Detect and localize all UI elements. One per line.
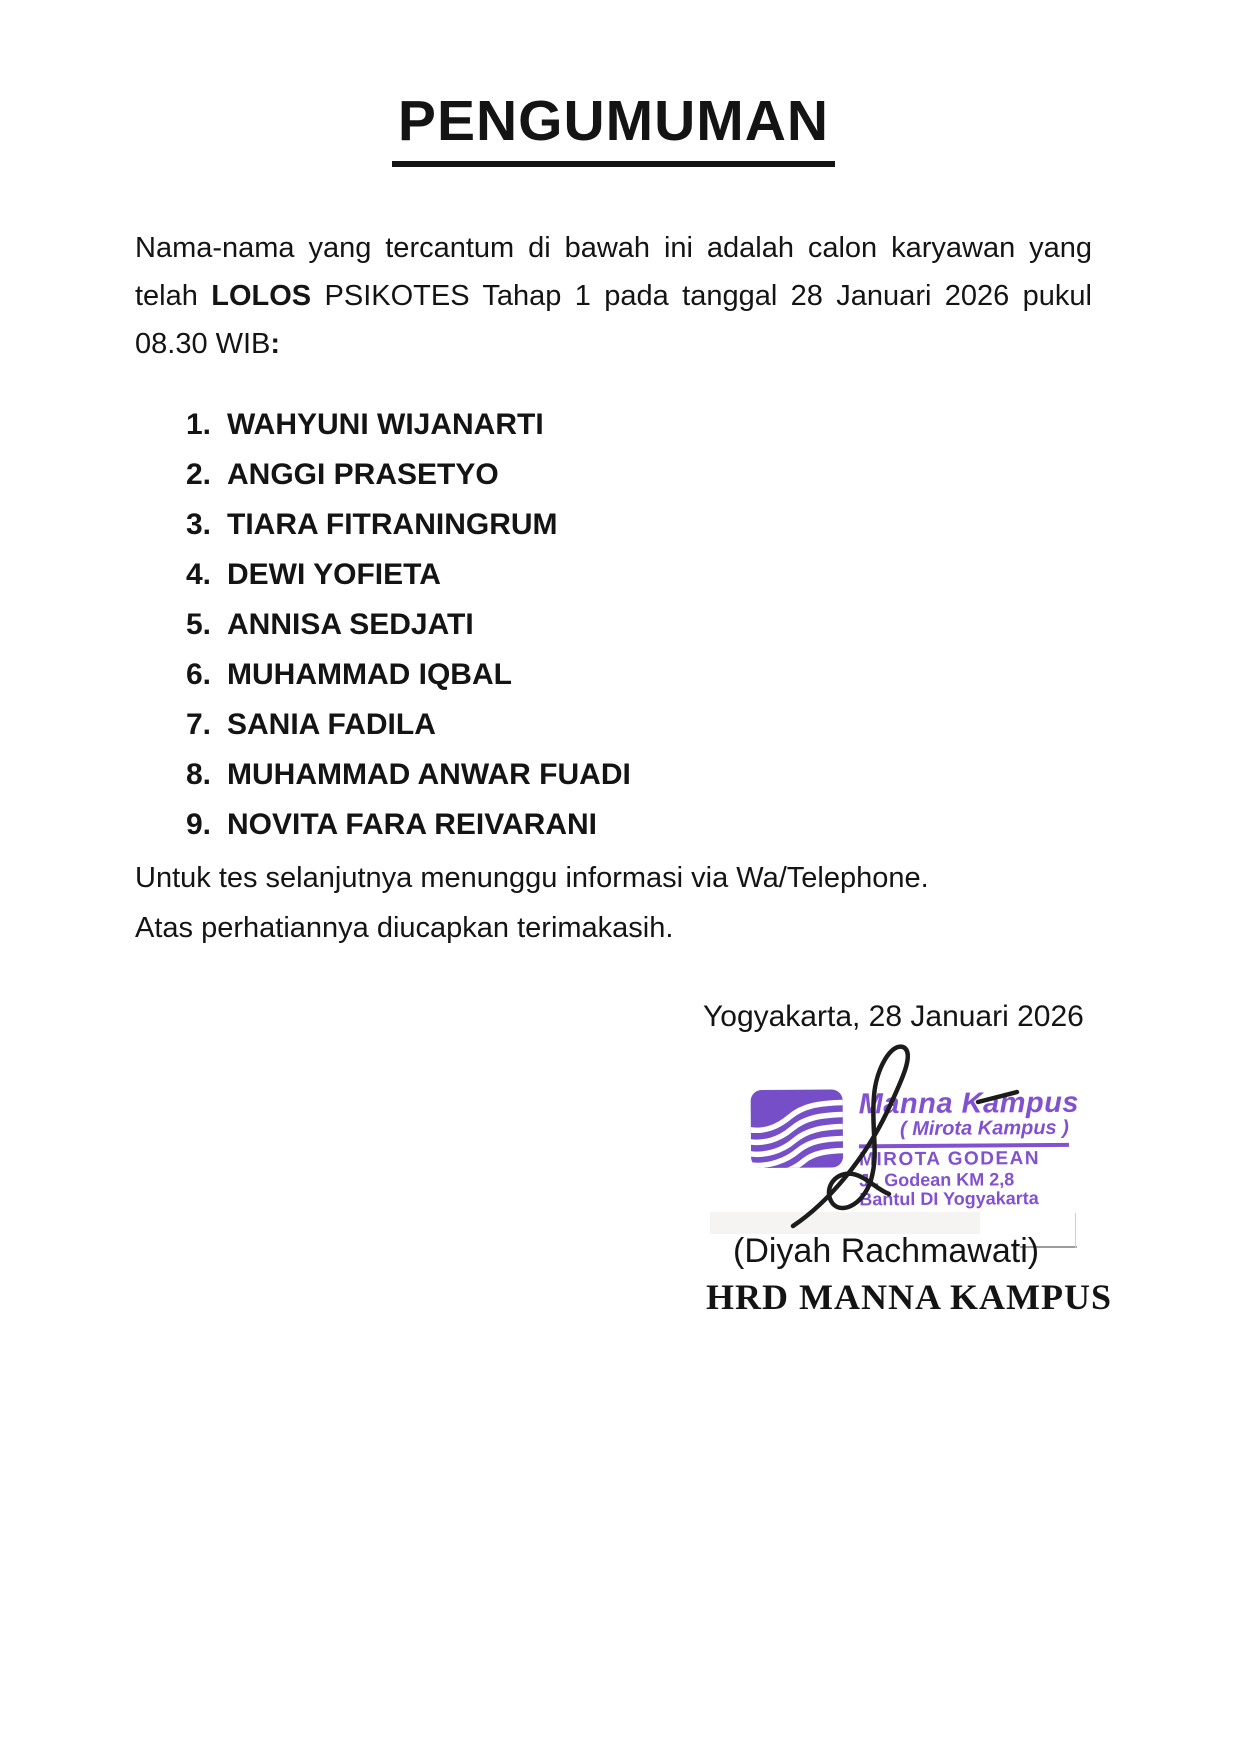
stamp-address-2: Bantul DI Yogyakarta [859,1188,1039,1210]
list-item-number: 2. [186,458,212,491]
intro-line2-post: PSIKOTES Tahap 1 pada tanggal 28 Januari 2026 pukul [324,280,1092,312]
list-item [186,550,631,600]
list-item-name: ANNISA SEDJATI [227,608,474,641]
list-item-name: WAHYUNI WIJANARTI [227,408,544,441]
list-item [186,750,631,800]
list-item-number: 6. [186,658,212,691]
list-item-name: SANIA FADILA [227,708,436,741]
intro-line2-bold: LOLOS [211,280,312,312]
list-item-name: TIARA FITRANINGRUM [227,508,558,541]
intro-line3-text: 08.30 WIB [135,328,271,360]
intro-paragraph [135,224,1092,368]
title-row [135,88,1092,167]
stamp-address-1: Jl. Godean KM 2,8 [859,1169,1015,1191]
stamp-branch: MIROTA GODEAN [859,1148,1041,1171]
list-item [186,600,631,650]
page-title: PENGUMUMAN [392,88,835,167]
closing-line-1: Untuk tes selanjutnya menunggu informasi via Wa/Telephone. [135,862,929,894]
list-item-number: 7. [186,708,212,741]
list-item [186,650,631,700]
stamp-brand-sub: ( Mirota Kampus ) [899,1116,1069,1141]
dateline: Yogyakarta, 28 Januari 2026 [703,1000,1084,1033]
list-item-name: MUHAMMAD IQBAL [227,658,512,691]
intro-line-2 [135,272,1092,320]
intro-line2-pre: telah [135,280,198,312]
intro-line3-colon: : [270,328,281,360]
handwritten-signature [773,1040,1043,1238]
list-item [186,400,631,450]
stamp-brand: Manna Kampus [858,1086,1080,1121]
list-item-number: 4. [186,558,212,591]
list-item [186,500,631,550]
list-item-number: 9. [186,808,212,841]
list-item-name: NOVITA FARA REIVARANI [227,808,598,841]
list-item [186,800,631,850]
list-item [186,450,631,500]
closing-paragraph [135,853,929,953]
list-item-name: MUHAMMAD ANWAR FUADI [227,758,631,791]
list-item-number: 5. [186,608,212,641]
intro-line-3 [135,320,1092,368]
list-item-name: ANGGI PRASETYO [227,458,499,491]
list-item-number: 3. [186,508,212,541]
closing-line-2: Atas perhatiannya diucapkan terimakasih. [135,912,674,944]
list-item-number: 1. [186,408,212,441]
list-item-number: 8. [186,758,212,791]
signatory-name: (Diyah Rachmawati) [733,1232,1040,1270]
list-item [186,700,631,750]
candidate-list [186,400,631,850]
scan-artifact-line-vertical [1075,1213,1076,1248]
list-item-name: DEWI YOFIETA [227,558,441,591]
intro-line-1: Nama-nama yang tercantum di bawah ini adalah calon karyawan yang [135,232,1092,264]
signatory-title: HRD MANNA KAMPUS [706,1277,1112,1317]
